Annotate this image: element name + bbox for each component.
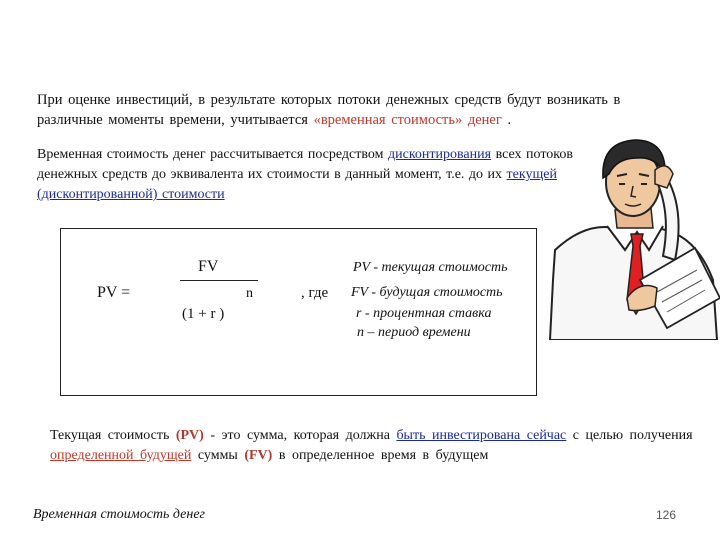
- legend-pv: PV - текущая стоимость: [353, 260, 508, 275]
- time-value-highlight: «временная стоимость» денег: [313, 112, 502, 128]
- present-value-link[interactable]: текущей (дисконтированной) стоимости: [37, 167, 557, 202]
- intro-paragraph: [37, 90, 677, 130]
- intro-text: При оценке инвестиций, в результате которых потоки денежных средств будут возникать в различные моменты времени, учитывается: [37, 92, 621, 128]
- page-number: 126: [656, 508, 677, 522]
- formula-lhs: PV =: [97, 284, 131, 301]
- discounting-link[interactable]: дисконтирования: [387, 147, 492, 162]
- footer-title: Временная стоимость денег: [33, 507, 206, 522]
- fraction-line: [180, 280, 258, 281]
- summary-text-2: - это сумма, которая должна: [203, 428, 397, 443]
- formula-exponent: n: [246, 286, 253, 301]
- formula-where: , где: [301, 285, 329, 301]
- legend-r: r - процентная ставка: [356, 306, 492, 321]
- legend-n: n – период времени: [357, 325, 471, 340]
- definition-text-1: Временная стоимость денег рассчитывается посредством: [37, 147, 388, 162]
- definition-text-2: всех потоков денежных средств до эквивалента их стоимости в данный момент, т.е. до их: [37, 147, 573, 182]
- definition-paragraph: [37, 145, 597, 205]
- summary-text-4: суммы: [191, 448, 245, 463]
- formula-numerator: FV: [198, 258, 219, 275]
- fv-term: (FV): [244, 448, 273, 463]
- invest-now-link[interactable]: быть инвестирована сейчас: [396, 428, 567, 443]
- legend-fv: FV - будущая стоимость: [351, 285, 503, 300]
- summary-text-1: Текущая стоимость: [50, 428, 176, 443]
- intro-end: .: [501, 112, 512, 128]
- formula-denominator: (1 + r ): [182, 306, 225, 322]
- summary-text-3: с целью получения: [566, 428, 693, 443]
- man-reading-document-icon: [545, 130, 720, 340]
- future-amount-link[interactable]: определенной будущей: [50, 448, 192, 463]
- summary-text-5: в определенное время в будущем: [272, 448, 489, 463]
- pv-term: (PV): [175, 428, 204, 443]
- summary-paragraph: [50, 426, 710, 466]
